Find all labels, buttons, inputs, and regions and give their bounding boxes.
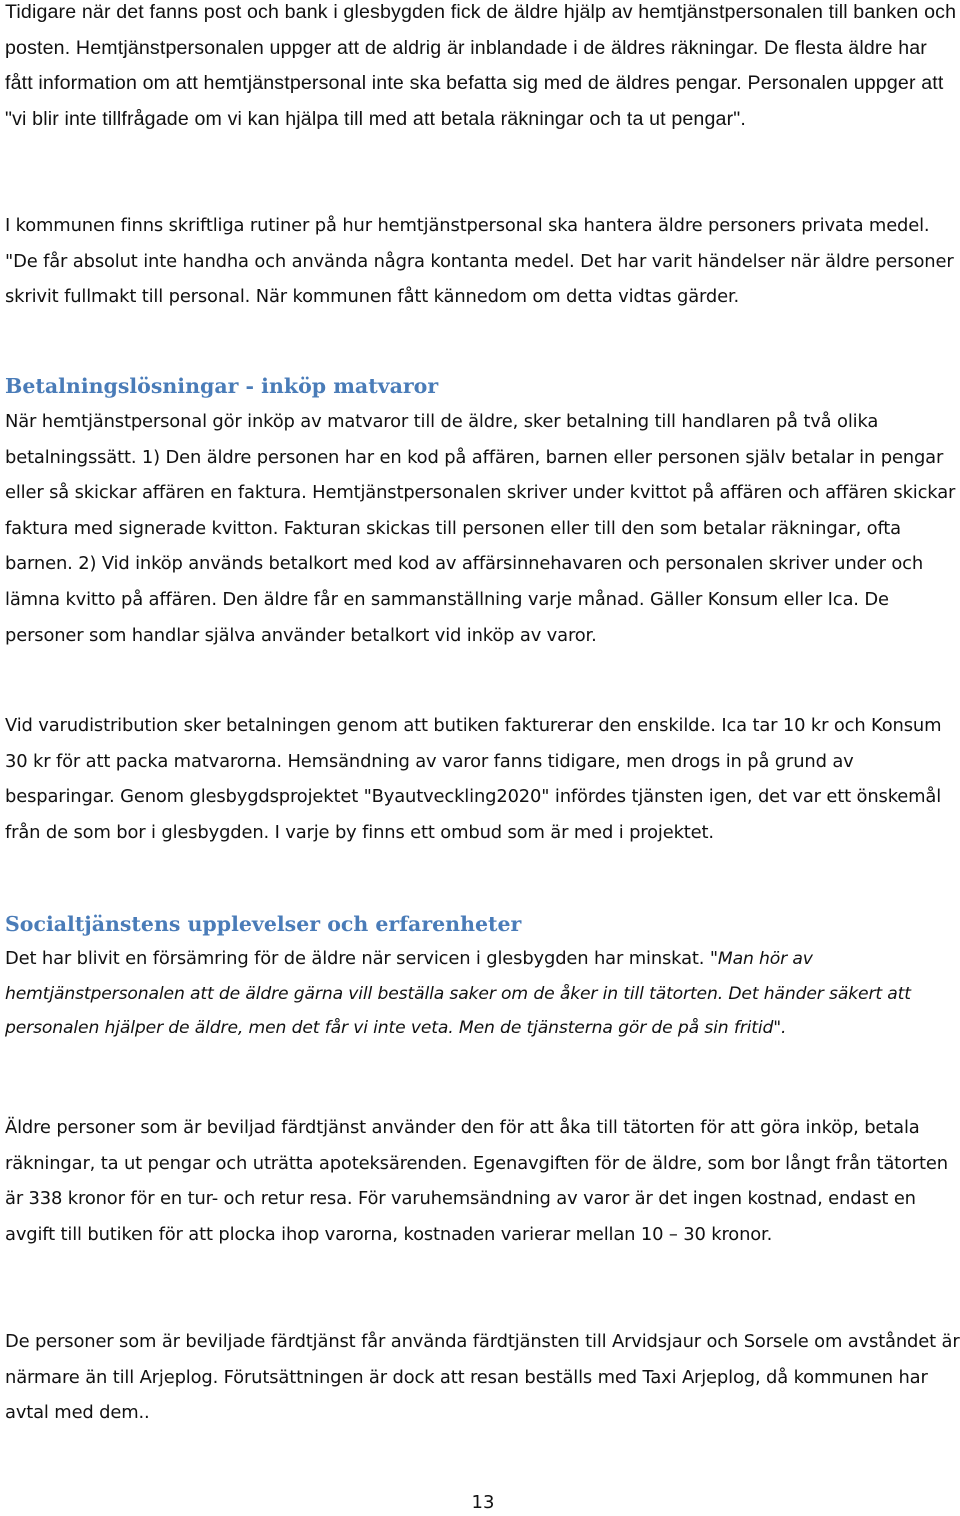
paragraph-goods-distribution: Vid varudistribution sker betalningen genom att butiken fakturerar den enskilde. Ica tar 10 kr och Konsum 30 kr för att packa matvarorna. Hemsändning av varor fanns tidigare, men drogs in på grund av besparingar. Genom glesbygdsprojektet "Byautveckling2020" infördes tjänsten igen, det var ett önskemål från de som bor i glesbygden. I varje by finns ett ombud som är med i projektet.: [5, 715, 942, 843]
paragraph-grocery-payment: När hemtjänstpersonal gör inköp av matvaror till de äldre, sker betalning till handlaren på två olika betalningssätt. 1) Den äldre personen har en kod på affären, barnen eller personen själv betalar in pengar eller så skickar affären en faktura. Hemtjänstpersonalen skriver under kvittot på affären och affären skickar faktura med signerade kvitton. Fakturan skickas till personen eller till den som betalar räkningar, ofta barnen. 2) Vid inköp används betalkort med kod av affärsinnehavaren och personalen skriver under och lämna kvitto på affären. Den äldre får en sammanställning varje månad. Gäller Konsum eller Ica. De personer som handlar själva använder betalkort vid inköp av varor.: [5, 411, 956, 646]
quote-italic-text: Man hör av hemtjänstpersonalen att de äldre gärna vill beställa saker om de åker in till tätorten. Det händer säkert att personalen hjälper de äldre, men det får vi inte veta. Men de tjänsterna gör de på sin fritid".: [5, 949, 911, 1038]
heading-payment-solutions: Betalningslösningar - inköp matvaror: [5, 374, 439, 398]
paragraph-transport-service: Äldre personer som är beviljad färdtjänst använder den för att åka till tätorten för att göra inköp, betala räkningar, ta ut pengar och uträtta apoteksärenden. Egenavgiften för de äldre, som bor långt från tätorten är 338 kronor för en tur- och retur resa. För varuhemsändning av varor är det ingen kostnad, endast en avgift till butiken för att plocka ihop varorna, kostnaden varierar mellan 10 – 30 kronor.: [5, 1117, 948, 1245]
paragraph-service-deterioration: [5, 942, 960, 1046]
paragraph-written-routines: I kommunen finns skriftliga rutiner på hur hemtjänstpersonal ska hantera äldre personers privata medel. "De får absolut inte handha och använda några kontanta medel. Det har varit händelser när äldre personer skrivit fullmakt till personal. När kommunen fått kännedom om detta vidtas gärder.: [5, 215, 954, 308]
heading-social-services: Socialtjänstens upplevelser och erfarenheter: [5, 912, 522, 936]
paragraph-transport-destinations: De personer som är beviljade färdtjänst får använda färdtjänsten till Arvidsjaur och Sorsele om avståndet är närmare än till Arjeplog. Förutsättningen är dock att resan beställs med Taxi Arjeplog, då kommunen har avtal med dem..: [5, 1331, 960, 1424]
paragraph-lead-text: Det har blivit en försämring för de äldre när servicen i glesbygden har minskat. ": [5, 948, 718, 969]
paragraph-post-bank: Tidigare när det fanns post och bank i glesbygden fick de äldre hjälp av hemtjänstpersonalen till banken och posten. Hemtjänstpersonalen uppger att de aldrig är inblandade i de äldres räkningar. De flesta äldre har fått information om att hemtjänstpersonal inte ska befatta sig med de äldres pengar. Personalen uppger att "vi blir inte tillfrågade om vi kan hjälpa till med att betala räkningar och ta ut pengar".: [5, 1, 957, 130]
page-number: 13: [471, 1492, 495, 1513]
